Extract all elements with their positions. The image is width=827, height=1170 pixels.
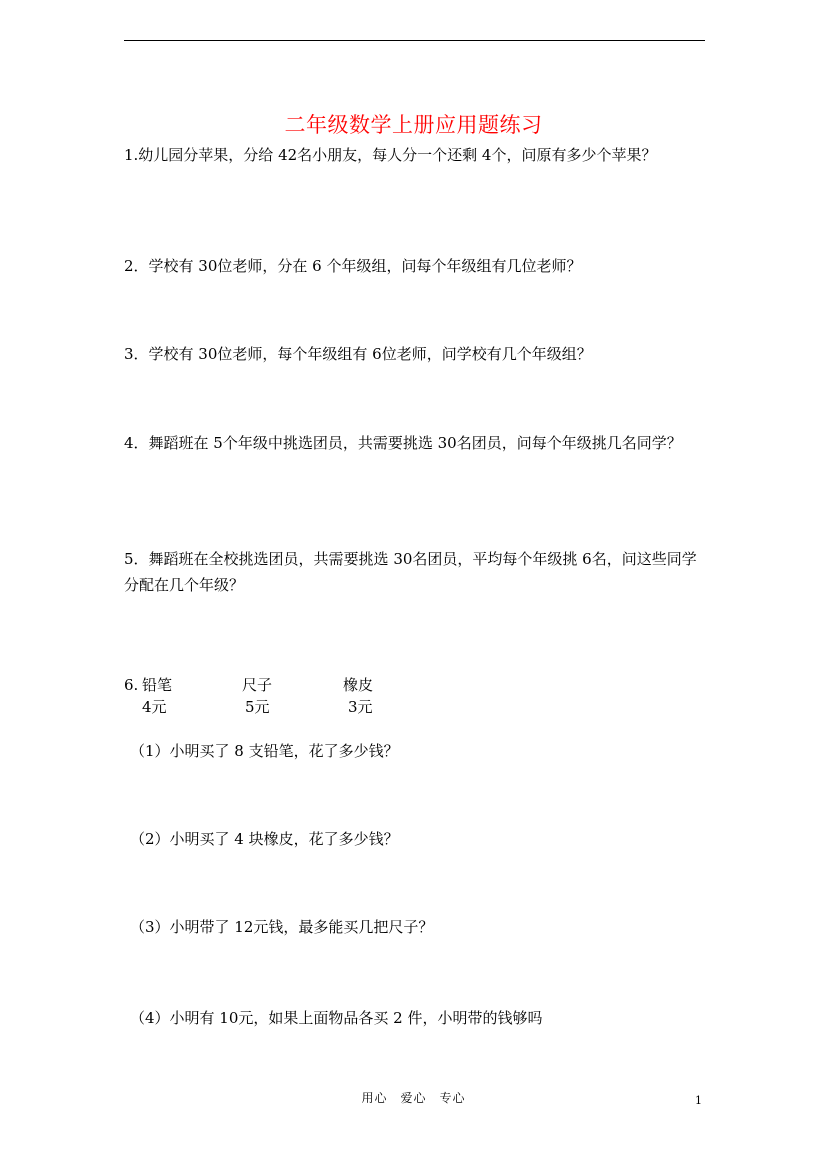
question-5: 5．舞蹈班在全校挑选团员，共需要挑选 30名团员，平均每个年级挑 6名，问这些同学分配在几个年级？ [124,550,697,594]
footer-motto: 用心 爱心 专心 [361,1091,466,1105]
sub-question-2: （2）小明买了 4 块橡皮，花了多少钱？ [130,830,399,848]
page-title: 二年级数学上册应用题练习 [284,113,543,137]
sub-question-1: （1）小明买了 8 支铅笔，花了多少钱？ [130,742,399,760]
sub-question-3: （3）小明带了 12元钱，最多能买几把尺子？ [130,918,434,936]
question-1: 1.幼儿园分苹果，分给 42名小朋友，每人分一个还剩 4个，问原有多少个苹果？ [124,146,657,164]
item-ruler-name: 尺子 [242,676,273,694]
sub-question-4: （4）小明有 10元，如果上面物品各买 2 件，小明带的钱够吗 [130,1009,543,1027]
page-number: 1 [695,1094,702,1107]
item-eraser-price: 3元 [348,698,373,716]
question-4: 4．舞蹈班在 5个年级中挑选团员，共需要挑选 30名团员，问每个年级挑几名同学？ [124,434,682,452]
item-pencil-name: 铅笔 [142,676,173,694]
item-pencil-price: 4元 [142,698,167,716]
question-2: 2．学校有 30位老师，分在 6 个年级组，问每个年级组有几位老师？ [124,257,582,275]
item-eraser-name: 橡皮 [343,676,374,694]
question-3: 3．学校有 30位老师，每个年级组有 6位老师，问学校有几个年级组？ [124,345,592,363]
question-6-label: 6. [124,676,139,694]
item-ruler-price: 5元 [245,698,270,716]
header-rule [124,40,705,41]
